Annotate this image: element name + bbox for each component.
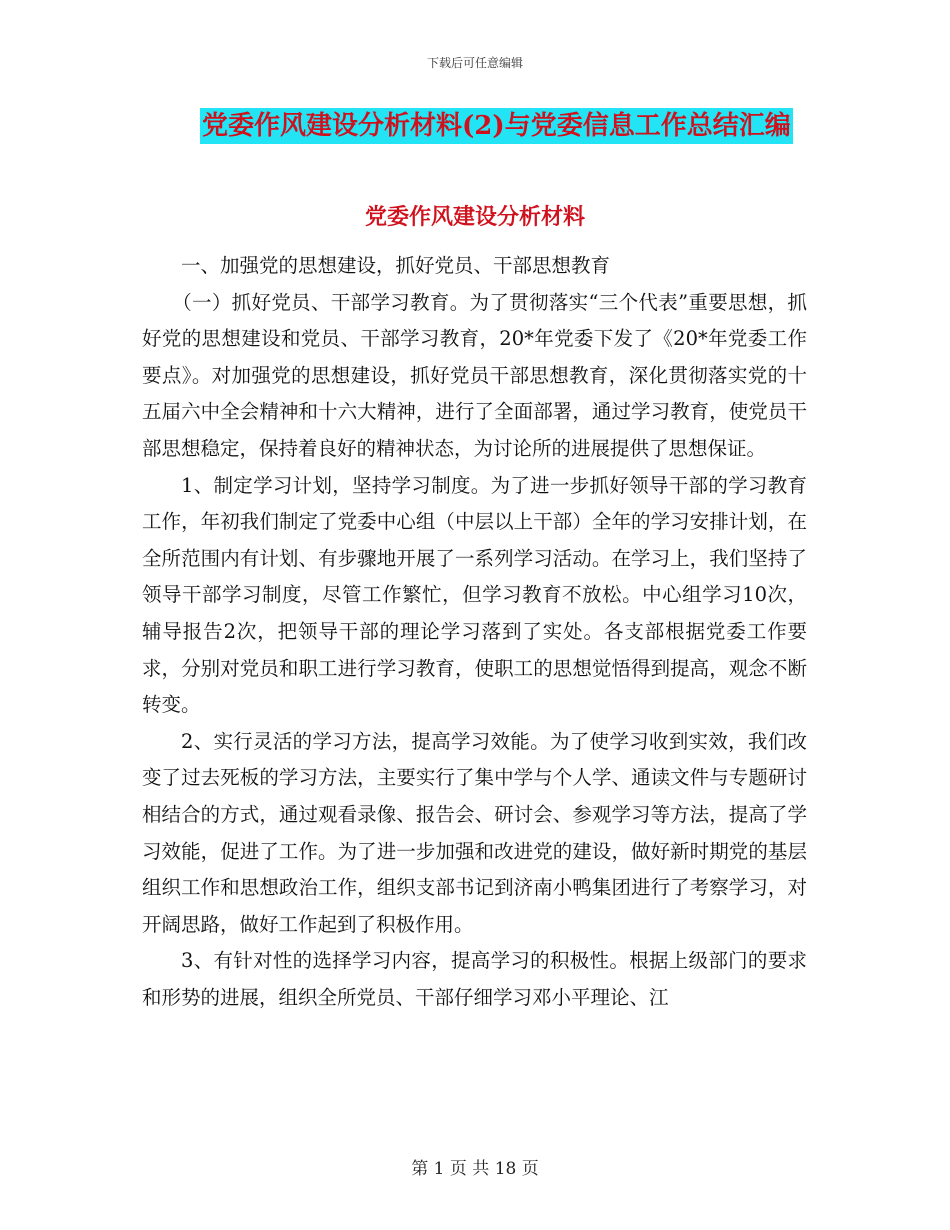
- body-paragraph: 2、实行灵活的学习方法，提高学习效能。为了使学习收到实效，我们改变了过去死板的学习方法，主要实行了集中学与个人学、通读文件与专题研讨相结合的方式，通过观看录像、报告会、研讨会、参观学习等方法，提高了学习效能，促进了工作。为了进一步加强和改进党的建设，做好新时期党的基层组织工作和思想政治工作，组织支部书记到济南小鸭集团进行了考察学习，对开阔思路，做好工作起到了积极作用。: [142, 729, 807, 936]
- header-note: 下载后可任意编辑: [426, 56, 523, 70]
- body-paragraph: 3、有针对性的选择学习内容，提高学习的积极性。根据上级部门的要求和形势的进展，组织全所党员、干部仔细学习邓小平理论、江: [142, 949, 807, 1009]
- section-heading: 一、加强党的思想建设，抓好党员、干部思想教育: [181, 254, 611, 277]
- document-main-title: 党委作风建设分析材料(2)与党委信息工作总结汇编: [200, 108, 793, 144]
- page-number-footer: 第 1 页 共 18 页: [411, 1159, 539, 1179]
- body-paragraph: 1、制定学习计划，坚持学习制度。为了进一步抓好领导干部的学习教育工作，年初我们制定了党委中心组（中层以上干部）全年的学习安排计划，在全所范围内有计划、有步骤地开展了一系列学习活动。在学习上，我们坚持了领导干部学习制度，尽管工作繁忙，但学习教育不放松。中心组学习10次，辅导报告2次，把领导干部的理论学习落到了实处。各支部根据党委工作要求，分别对党员和职工进行学习教育，使职工的思想觉悟得到提高，观念不断转变。: [142, 473, 807, 717]
- document-section-title: 党委作风建设分析材料: [364, 204, 585, 230]
- document-body: [142, 248, 807, 1016]
- body-paragraph: （一）抓好党员、干部学习教育。为了贯彻落实“三个代表”重要思想，抓好党的思想建设和党员、干部学习教育，20*年党委下发了《20*年党委工作要点》。对加强党的思想建设，抓好党员干部思想教育，深化贯彻落实党的十五届六中全会精神和十六大精神，进行了全面部署，通过学习教育，使党员干部思想稳定，保持着良好的精神状态，为讨论所的进展提供了思想保证。: [142, 290, 807, 460]
